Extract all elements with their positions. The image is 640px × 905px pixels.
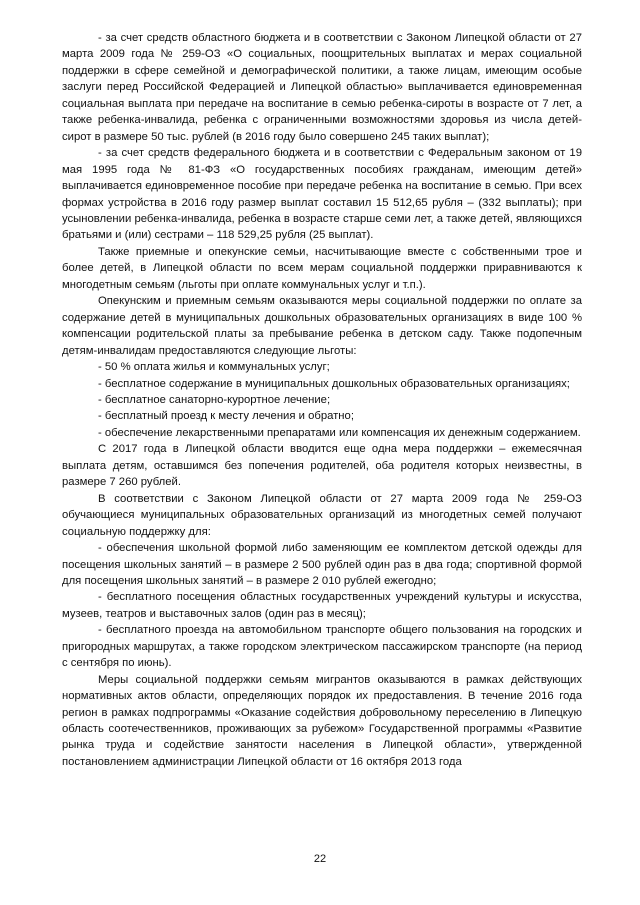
page-number: 22 [313, 853, 327, 865]
list-item-transport: - бесплатного проезда на автомобильном транспорте общего пользования на городских и пригородных маршрутах, а также городском электрическом пассажирском транспорте (на период с сентября по июнь). [62, 624, 582, 670]
list-item-school-uniform: - обеспечения школьной формой либо заменяющим ее комплектом детской одежды для посещения школьных занятий – в размере 2 500 рублей один раз в два года; спортивной формой для посещения школьных занятий – в размере 2 010 рублей ежегодно; [62, 542, 582, 587]
paragraph-foster-families: Также приемные и опекунские семьи, насчитывающие вместе с собственными трое и более детей, в Липецкой области по всем мерам социальной поддержки приравниваются к многодетным семьям (льготы при оплате коммунальных услуг и т.п.). [62, 245, 582, 291]
paragraph-migrants: Меры социальной поддержки семьям мигрантов оказываются в рамках действующих нормативных актов области, определяющих порядок их предоставления. В течение 2016 года регион в рамках подпрограммы «Оказание содействия добровольному переселению в Липецкую область соотечественников, проживающих за рубежом» Государственной программы «Развитие рынка труда и содействие занятости населения в Липецкой области», утвержденной постановлением администрации Липецкой области от 16 октября 2013 года [62, 673, 582, 768]
paragraph-regional-payment: - за счет средств областного бюджета и в соответствии с Законом Липецкой области от 27 марта 2009 года № 259-ОЗ «О социальных, поощрительных выплатах и мерах социальной поддержки в сфере семейной и демографической политики, а также лицам, имеющим особые заслуги перед Российской Федерацией и Липецкой областью» выплачивается единовременная социальная выплата при передаче на воспитание в семью ребенка-сироты в возрасте от 7 лет, а также ребенка-инвалида, ребенка с ограниченными возможностями здоровья из числа детей-сирот в размере 50 тыс. рублей (в 2016 году было совершено 245 таких выплат); [62, 32, 582, 143]
list-item-medicine: - обеспечение лекарственными препаратами или компенсация их денежным содержанием. [98, 426, 581, 439]
paragraph-large-families: В соответствии с Законом Липецкой области от 27 марта 2009 года № 259-ОЗ обучающиеся муниципальных образовательных организаций из многодетных семей получают социальную поддержку для: [62, 492, 582, 538]
list-item-culture-visits: - бесплатного посещения областных государственных учреждений культуры и искусства, музеев, театров и выставочных залов (один раз в месяц); [62, 591, 582, 620]
list-item-preschool: - бесплатное содержание в муниципальных дошкольных образовательных организациях; [98, 377, 570, 390]
paragraph-guardian-support: Опекунским и приемным семьям оказываются меры социальной поддержки по оплате за содержание детей в муниципальных дошкольных образовательных организациях в виде 100 % компенсации родительской платы за пребывание ребенка в детском саду. Также подопечным детям-инвалидам предоставляются следующие льготы: [62, 295, 582, 357]
paragraph-2017-measure: С 2017 года в Липецкой области вводится еще одна мера поддержки – ежемесячная выплата детям, оставшимся без попечения родителей, оба родителя которых неизвестны, в размере 7 260 рублей. [62, 443, 582, 489]
document-page [62, 30, 582, 770]
list-item-housing: - 50 % оплата жилья и коммунальных услуг; [98, 361, 330, 374]
paragraph-federal-payment: - за счет средств федерального бюджета и в соответствии с Федеральным законом от 19 мая 1995 года № 81-ФЗ «О государственных пособиях гражданам, имеющим детей» выплачивается единовременное пособие при передаче ребенка на воспитание в семью. При всех формах устройства в 2016 году размер выплат составил 15 512,65 рубля – (332 выплаты); при усыновлении ребенка-инвалида, ребенка в возрасте старше семи лет, а также детей, являющихся братьями и (или) сестрами – 118 529,25 рубля (25 выплат). [62, 147, 582, 242]
list-item-sanatorium: - бесплатное санаторно-курортное лечение; [98, 393, 331, 406]
list-item-travel: - бесплатный проезд к месту лечения и обратно; [98, 410, 354, 423]
